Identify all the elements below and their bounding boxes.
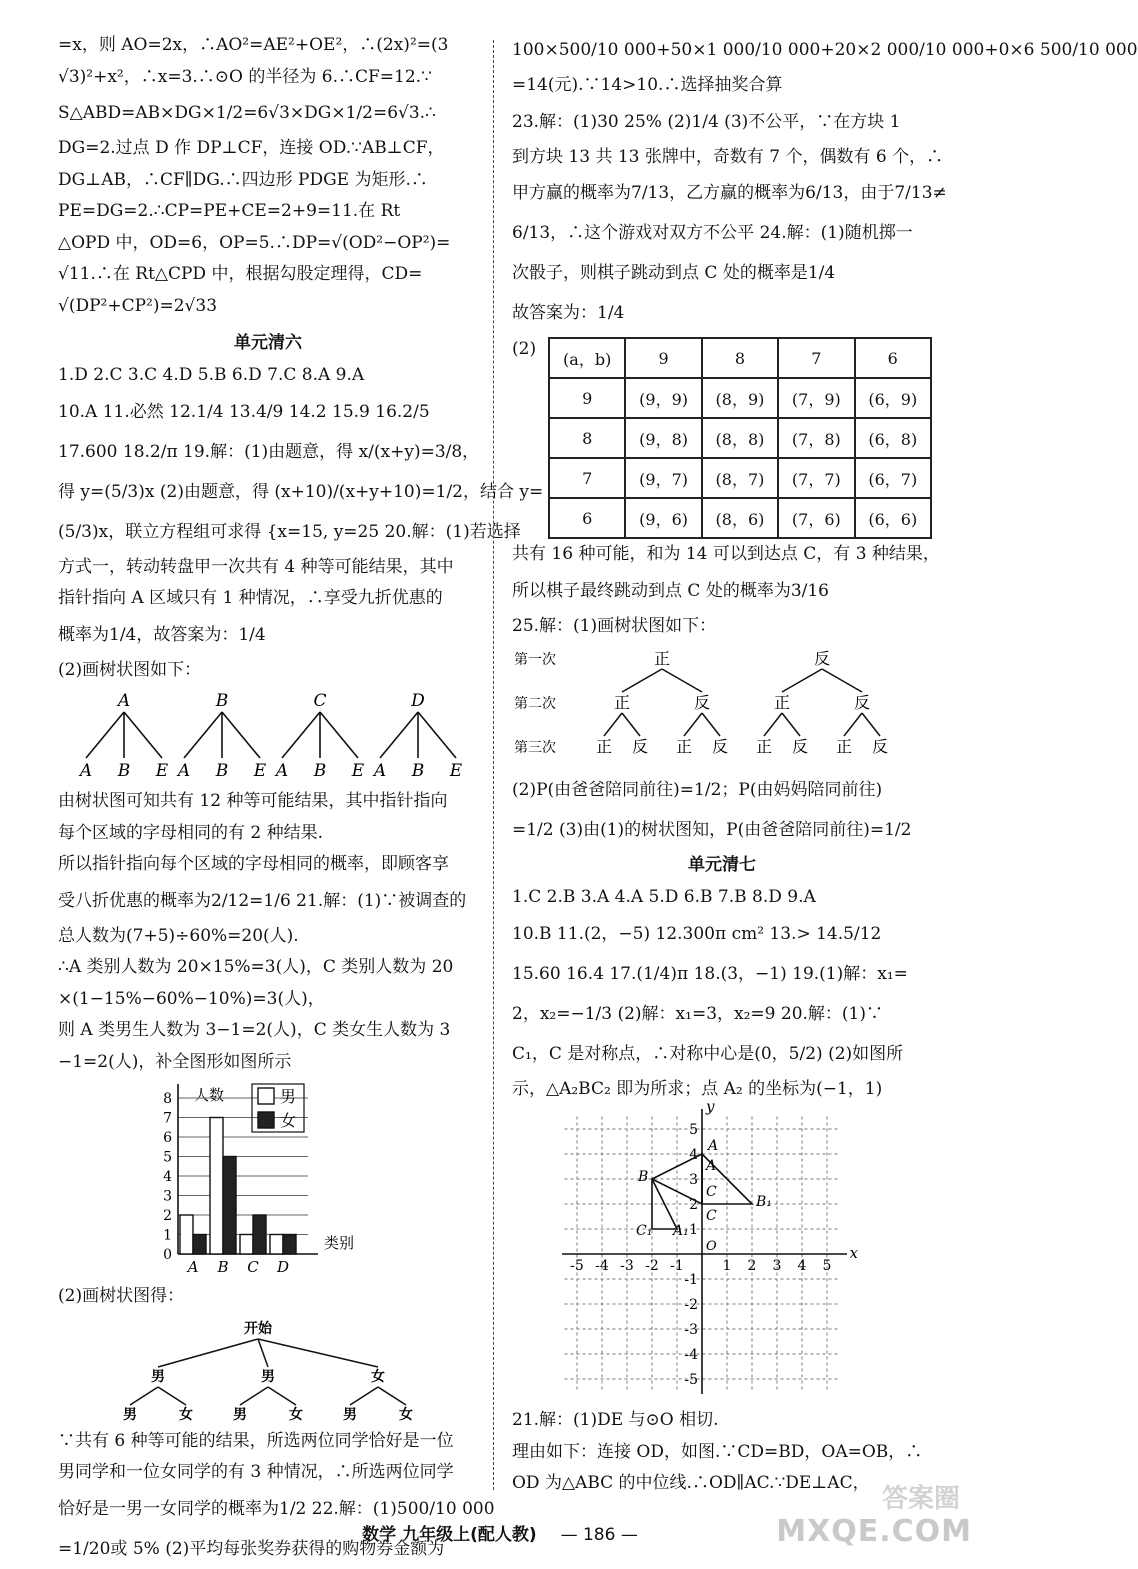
tree-branch bbox=[622, 669, 662, 692]
tree-leaf: 男 bbox=[343, 1406, 357, 1423]
y-tick-label: -2 bbox=[684, 1297, 698, 1313]
legend-label: 男 bbox=[280, 1087, 297, 1106]
y-tick-label: 4 bbox=[689, 1147, 698, 1163]
bar-female bbox=[193, 1235, 206, 1255]
left-top-lines bbox=[58, 30, 478, 322]
footer-subject: 数学 九年级上(配人教) bbox=[362, 1525, 537, 1545]
tree-leaf: 反 bbox=[871, 737, 889, 756]
tree-branch bbox=[258, 1339, 268, 1367]
x-tick-label: -5 bbox=[570, 1258, 584, 1274]
text-line: 25.解：(1)画树状图如下： bbox=[512, 615, 717, 636]
left-bottom-lines bbox=[58, 1426, 495, 1569]
answer-line: 指针指向 A 区域只有 1 种情况，∴享受九折优惠的 bbox=[58, 588, 443, 608]
y-tick-label: -3 bbox=[684, 1322, 698, 1338]
text-line: 所以指针指向每个区域的字母相同的概率，即顾客享 bbox=[58, 854, 449, 874]
text-line: 由树状图可知共有 12 种等可能结果，其中指针指向 bbox=[58, 791, 448, 811]
text-line: DG⊥AB，∴CF∥DG.∴四边形 PDGE 为矩形.∴ bbox=[58, 169, 428, 190]
text-line: PE=DG=2.∴CP=PE+CE=2+9=11.在 Rt bbox=[58, 201, 401, 221]
text-line: 23.解：(1)30 25% (2)1/4 (3)不公平，∵在方块 1 bbox=[512, 111, 901, 132]
text-line: √(DP²+CP²)=2√33 bbox=[58, 295, 218, 316]
tree-node: 正 bbox=[613, 693, 631, 712]
point-label: A bbox=[706, 1158, 717, 1174]
tree-leaf: E bbox=[155, 761, 169, 781]
bar-male bbox=[240, 1235, 253, 1255]
table-cell: (6，6) bbox=[855, 498, 931, 538]
tree-branch bbox=[240, 1387, 268, 1405]
y-tick-label: 7 bbox=[163, 1110, 172, 1127]
tree-row-label: 第二次 bbox=[514, 696, 556, 712]
tree-node: A bbox=[117, 691, 131, 711]
x-tick-label: -1 bbox=[670, 1258, 684, 1274]
tree-leaf: B bbox=[411, 761, 425, 781]
table-row bbox=[549, 378, 931, 418]
answer-line: C₁，C 是对称点，∴对称中心是(0，5/2) (2)如图所 bbox=[512, 1043, 904, 1064]
tree-node: B bbox=[215, 691, 229, 711]
tree-node: 男 bbox=[151, 1368, 165, 1385]
table-cell: (9，9) bbox=[625, 378, 701, 418]
right-bottom-lines bbox=[512, 1405, 932, 1500]
point-label: A bbox=[708, 1138, 719, 1154]
text-line: =1/20或 5% (2)平均每张奖券获得的购物券金额为 bbox=[58, 1538, 445, 1559]
text-line: 到方块 13 共 13 张牌中，奇数有 7 个，偶数有 6 个，∴ bbox=[512, 146, 944, 167]
text-line: 6/13，∴这个游戏对双方不公平 24.解：(1)随机掷一 bbox=[512, 223, 913, 243]
tree-branch bbox=[378, 1387, 406, 1405]
table-cell: (8，8) bbox=[702, 418, 778, 458]
table-cell: (6，8) bbox=[855, 418, 931, 458]
table-cell: (7，7) bbox=[778, 458, 854, 498]
tree-node: 正 bbox=[773, 693, 791, 712]
table-row bbox=[549, 458, 931, 498]
y-tick-label: 2 bbox=[163, 1208, 172, 1224]
bar-female bbox=[223, 1157, 236, 1255]
tree-branch bbox=[702, 713, 720, 736]
bar-female bbox=[283, 1235, 296, 1255]
x-tick-label: 1 bbox=[722, 1258, 732, 1274]
text-line: =x，则 AO=2x，∴AO²=AE²+OE²，∴(2x)²=(3 bbox=[58, 35, 449, 55]
y-tick-label: 3 bbox=[163, 1188, 172, 1205]
text-line: S△ABD=AB×DG×1/2=6√3×DG×1/2=6√3.∴ bbox=[58, 103, 436, 123]
text-line: =1/2 (3)由(1)的树状图知，P(由爸爸陪同前往)=1/2 bbox=[512, 820, 912, 840]
tree-branch bbox=[604, 713, 622, 736]
answer-line: 15.60 16.4 17.(1/4)π 18.(3，−1) 19.(1)解：x₁= bbox=[512, 963, 908, 984]
section-title: 单元清六 bbox=[234, 333, 302, 353]
tree-branch bbox=[684, 713, 702, 736]
tree-branch bbox=[268, 1387, 296, 1405]
table-cell: (9，6) bbox=[625, 498, 701, 538]
tree-leaf: A bbox=[373, 761, 387, 781]
watermark-logo: 答案圈 bbox=[881, 1484, 960, 1514]
legend-swatch bbox=[258, 1112, 274, 1128]
text-line: (2)P(由爸爸陪同前往)=1/2；P(由妈妈陪同前往) bbox=[512, 780, 883, 800]
left-mid-lines bbox=[58, 786, 478, 1078]
x-tick-label: 2 bbox=[747, 1258, 757, 1274]
y-tick-label: 8 bbox=[163, 1091, 172, 1107]
tree-leaf: 正 bbox=[595, 737, 613, 756]
tree-diagram-gender bbox=[58, 1317, 458, 1422]
tree-leaf: 正 bbox=[835, 737, 853, 756]
outcome-table bbox=[548, 337, 932, 539]
y-tick-label: 3 bbox=[689, 1172, 698, 1188]
table-cell: 7 bbox=[549, 458, 625, 498]
text-line: 共有 16 种可能，和为 14 可以到达点 C，有 3 种结果， bbox=[512, 544, 940, 564]
tree-branch bbox=[222, 712, 260, 758]
tree-leaf: 女 bbox=[399, 1406, 413, 1423]
tree-leaf: 男 bbox=[123, 1406, 137, 1423]
y-tick-label: 1 bbox=[163, 1227, 172, 1244]
text-line: 甲方赢的概率为7/13，乙方赢的概率为6/13，由于7/13≠ bbox=[512, 183, 947, 203]
tree-leaf: B bbox=[215, 761, 229, 781]
text-line: 100×500/10 000+50×1 000/10 000+20×2 000/10 000+0×6 500/10 000 bbox=[512, 40, 1138, 60]
text-line: 所以棋子最终跳动到点 C 处的概率为3/16 bbox=[512, 580, 829, 601]
page-number: — 186 — bbox=[560, 1525, 638, 1545]
x-axis-label: x bbox=[849, 1244, 858, 1262]
table-cell: 6 bbox=[855, 338, 931, 378]
answer-line: 1.C 2.B 3.A 4.A 5.D 6.B 7.B 8.D 9.A bbox=[512, 887, 816, 907]
right-lines-2 bbox=[512, 770, 932, 850]
table-cell: (6，7) bbox=[855, 458, 931, 498]
origin-label: O bbox=[706, 1239, 717, 1254]
point-label: A₁ bbox=[673, 1223, 689, 1239]
text-line: √11.∴在 Rt△CPD 中，根据勾股定理得，CD= bbox=[58, 264, 423, 284]
tree-leaf: A bbox=[79, 761, 93, 781]
tree-diagram-coin bbox=[512, 646, 932, 766]
y-axis-label: y bbox=[706, 1097, 715, 1116]
tree-node: C bbox=[313, 691, 327, 711]
table-cell: 8 bbox=[702, 338, 778, 378]
tree-branch bbox=[764, 713, 782, 736]
x-axis-title: 类别 bbox=[324, 1234, 355, 1252]
tree-leaf: E bbox=[449, 761, 463, 781]
tree-branch bbox=[158, 1339, 258, 1367]
answer-line: (2)画树状图如下： bbox=[58, 659, 202, 680]
table-cell: (8，7) bbox=[702, 458, 778, 498]
table-cell: (a，b) bbox=[549, 338, 625, 378]
table-cell: (6，9) bbox=[855, 378, 931, 418]
x-tick-label: -4 bbox=[595, 1258, 609, 1274]
text-line: =14(元).∵14>10.∴选择抽奖合算 bbox=[512, 75, 783, 95]
watermark-url: MXQE.COM bbox=[776, 1514, 972, 1549]
y-axis-title: 人数 bbox=[194, 1086, 225, 1104]
coordinate-grid bbox=[512, 1097, 932, 1401]
table-cell: (9，8) bbox=[625, 418, 701, 458]
x-tick-label: 4 bbox=[797, 1258, 807, 1274]
column-divider bbox=[493, 40, 494, 1490]
tree-branch bbox=[184, 712, 222, 758]
x-tick-label: 3 bbox=[772, 1258, 782, 1274]
tree-branch bbox=[282, 712, 320, 758]
text-line: (2)画树状图得： bbox=[58, 1286, 185, 1306]
tree-leaf: A bbox=[177, 761, 191, 781]
tree-row-label: 第一次 bbox=[514, 652, 556, 668]
answer-line: 概率为1/4，故答案为：1/4 bbox=[58, 624, 266, 645]
x-tick-label: -3 bbox=[620, 1258, 634, 1274]
table-header-row bbox=[549, 338, 931, 378]
text-line: 男同学和一位女同学的有 3 种情况，∴所选两位同学 bbox=[58, 1462, 454, 1482]
tree-root: 开始 bbox=[244, 1320, 272, 1337]
answer-line: 1.D 2.C 3.C 4.D 5.B 6.D 7.C 8.A 9.A bbox=[58, 365, 365, 385]
answer-line: 10.B 11.(2，−5) 12.300π cm² 13.> 14.5/12 bbox=[512, 923, 882, 944]
tree-branch bbox=[158, 1387, 186, 1405]
table-cell: (8，9) bbox=[702, 378, 778, 418]
tree-leaf: 反 bbox=[711, 737, 729, 756]
table-cell: (7，8) bbox=[778, 418, 854, 458]
tree-node: 反 bbox=[813, 649, 831, 668]
tree-row-label: 第三次 bbox=[514, 740, 556, 756]
bar-male bbox=[210, 1118, 223, 1255]
point-label: C bbox=[706, 1184, 717, 1200]
tree-leaf: 正 bbox=[675, 737, 693, 756]
tree-leaf: 反 bbox=[631, 737, 649, 756]
right-top-lines bbox=[512, 30, 1138, 333]
point-label: B₁ bbox=[756, 1194, 772, 1210]
tree-leaf: B bbox=[313, 761, 327, 781]
text-line: OD 为△ABC 的中位线.∴OD∥AC.∵DE⊥AC， bbox=[512, 1473, 870, 1493]
tree-branch bbox=[380, 712, 418, 758]
answers-block-7 bbox=[512, 882, 932, 1105]
tree-branch bbox=[130, 1387, 158, 1405]
bar-female bbox=[253, 1215, 266, 1254]
tree-node: 正 bbox=[653, 649, 671, 668]
text-line: △OPD 中，OD=6，OP=5.∴DP=√(OD²−OP²)= bbox=[58, 232, 451, 253]
tree-branch bbox=[822, 669, 862, 692]
y-tick-label: 5 bbox=[163, 1149, 172, 1166]
bar-male bbox=[270, 1235, 283, 1255]
tree-leaf: 男 bbox=[233, 1406, 247, 1423]
tree-branch bbox=[844, 713, 862, 736]
point-label: C₁ bbox=[636, 1223, 653, 1239]
text-line: 恰好是一男一女同学的概率为1/2 22.解：(1)500/10 000 bbox=[58, 1498, 495, 1519]
answer-line: 得 y=(5/3)x (2)由题意，得 (x+10)/(x+y+10)=1/2，结合 y= bbox=[58, 481, 544, 502]
x-tick-label: D bbox=[276, 1258, 290, 1276]
text-line: ∵共有 6 种等可能的结果，所选两位同学恰好是一位 bbox=[58, 1430, 454, 1451]
table-cell: 8 bbox=[549, 418, 625, 458]
y-tick-label: 5 bbox=[689, 1122, 698, 1138]
x-tick-label: C bbox=[247, 1258, 259, 1276]
table-cell: (7，9) bbox=[778, 378, 854, 418]
tree-node: D bbox=[411, 691, 425, 711]
text-line: 故答案为：1/4 bbox=[512, 303, 625, 323]
text-line: 则 A 类男生人数为 3−1=2(人)，C 类女生人数为 3 bbox=[58, 1020, 451, 1040]
tree-branch bbox=[320, 712, 358, 758]
table-cell: (8，6) bbox=[702, 498, 778, 538]
tree-branch bbox=[418, 712, 456, 758]
answer-line: 10.A 11.必然 12.1/4 13.4/9 14.2 15.9 16.2/5 bbox=[58, 401, 430, 422]
tree-node: 反 bbox=[693, 693, 711, 712]
tree-node: 女 bbox=[371, 1368, 385, 1385]
tree-node: 男 bbox=[261, 1368, 275, 1385]
y-tick-label: 6 bbox=[163, 1130, 172, 1146]
tree-leaf: A bbox=[275, 761, 289, 781]
table-cell: (9，7) bbox=[625, 458, 701, 498]
table-row bbox=[549, 498, 931, 538]
y-tick-label: -1 bbox=[684, 1272, 698, 1288]
x-tick-label: -2 bbox=[645, 1258, 659, 1274]
text-line: 理由如下：连接 OD，如图.∵CD=BD，OA=OB，∴ bbox=[512, 1441, 923, 1462]
tree-branch bbox=[862, 713, 880, 736]
tree-branch bbox=[258, 1339, 378, 1367]
x-tick-label: B bbox=[217, 1258, 229, 1276]
text-line: −1=2(人)，补全图形如图所示 bbox=[58, 1051, 292, 1072]
answer-line: 方式一，转动转盘甲一次共有 4 种等可能结果，其中 bbox=[58, 556, 454, 577]
answer-line: 示，△A₂BC₂ 即为所求；点 A₂ 的坐标为(−1，1) bbox=[512, 1078, 883, 1099]
text-line: 总人数为(7+5)÷60%=20(人). bbox=[58, 925, 299, 946]
tree-leaf: 女 bbox=[179, 1406, 193, 1423]
text-line: 次骰子，则棋子跳动到点 C 处的概率是1/4 bbox=[512, 263, 836, 283]
table-cell: 6 bbox=[549, 498, 625, 538]
text-line: √3)²+x²，∴x=3.∴⊙O 的半径为 6.∴CF=12.∵ bbox=[58, 66, 432, 87]
section-title: 单元清七 bbox=[688, 855, 756, 875]
answer-line: 2，x₂=−1/3 (2)解：x₁=3，x₂=9 20.解：(1)∵ bbox=[512, 1003, 883, 1024]
text-line: 21.解：(1)DE 与⊙O 相切. bbox=[512, 1410, 719, 1430]
tree-node: 反 bbox=[853, 693, 871, 712]
tree-diagram-letters bbox=[58, 690, 463, 782]
tree-leaf: 正 bbox=[755, 737, 773, 756]
text-line: ∴A 类别人数为 20×15%=3(人)，C 类别人数为 20 bbox=[58, 957, 454, 977]
y-tick-label: -4 bbox=[684, 1347, 698, 1363]
table-cell: 7 bbox=[778, 338, 854, 378]
x-tick-label: 5 bbox=[822, 1258, 832, 1274]
table-cell: 9 bbox=[549, 378, 625, 418]
text-line: ×(1−15%−60%−10%)=3(人)， bbox=[58, 988, 325, 1009]
bar-chart bbox=[58, 1082, 358, 1277]
tree-leaf: B bbox=[117, 761, 131, 781]
x-tick-label: A bbox=[187, 1258, 199, 1276]
text-line: 受八折优惠的概率为2/12=1/6 21.解：(1)∵被调查的 bbox=[58, 890, 467, 911]
point-label: B bbox=[638, 1169, 649, 1185]
outcome-table-block bbox=[512, 337, 932, 539]
text-line: DG=2.过点 D 作 DP⊥CF，连接 OD.∵AB⊥CF， bbox=[58, 138, 445, 158]
tree-branch bbox=[782, 669, 822, 692]
legend-label: 女 bbox=[280, 1111, 297, 1130]
tree-leaf: 女 bbox=[289, 1406, 303, 1423]
table-row bbox=[549, 418, 931, 458]
y-tick-label: -5 bbox=[684, 1372, 698, 1388]
answer-line: (5/3)x，联立方程组可求得 {x=15, y=25 20.解：(1)若选择 bbox=[58, 521, 521, 542]
tree-branch bbox=[86, 712, 124, 758]
y-tick-label: 1 bbox=[689, 1222, 698, 1238]
table-cell: 9 bbox=[625, 338, 701, 378]
tree-branch bbox=[350, 1387, 378, 1405]
tree-leaf: E bbox=[253, 761, 267, 781]
tree-branch bbox=[622, 713, 640, 736]
text-line: 每个区域的字母相同的有 2 种结果. bbox=[58, 822, 324, 843]
table-cell: (7，6) bbox=[778, 498, 854, 538]
right-mid-lines bbox=[512, 539, 940, 642]
y-tick-label: 4 bbox=[163, 1169, 172, 1185]
tree-leaf: 反 bbox=[791, 737, 809, 756]
table-label: (2) bbox=[512, 339, 537, 359]
point-label: C bbox=[706, 1208, 717, 1224]
tree-leaf: E bbox=[351, 761, 365, 781]
tree-branch bbox=[662, 669, 702, 692]
y-tick-label: 0 bbox=[163, 1247, 172, 1263]
legend-swatch bbox=[258, 1088, 274, 1104]
tree-branch bbox=[782, 713, 800, 736]
y-tick-label: 2 bbox=[689, 1197, 698, 1213]
tree-branch bbox=[124, 712, 162, 758]
answer-line: 17.600 18.2/π 19.解：(1)由题意，得 x/(x+y)=3/8， bbox=[58, 441, 480, 462]
bar-male bbox=[180, 1215, 193, 1254]
